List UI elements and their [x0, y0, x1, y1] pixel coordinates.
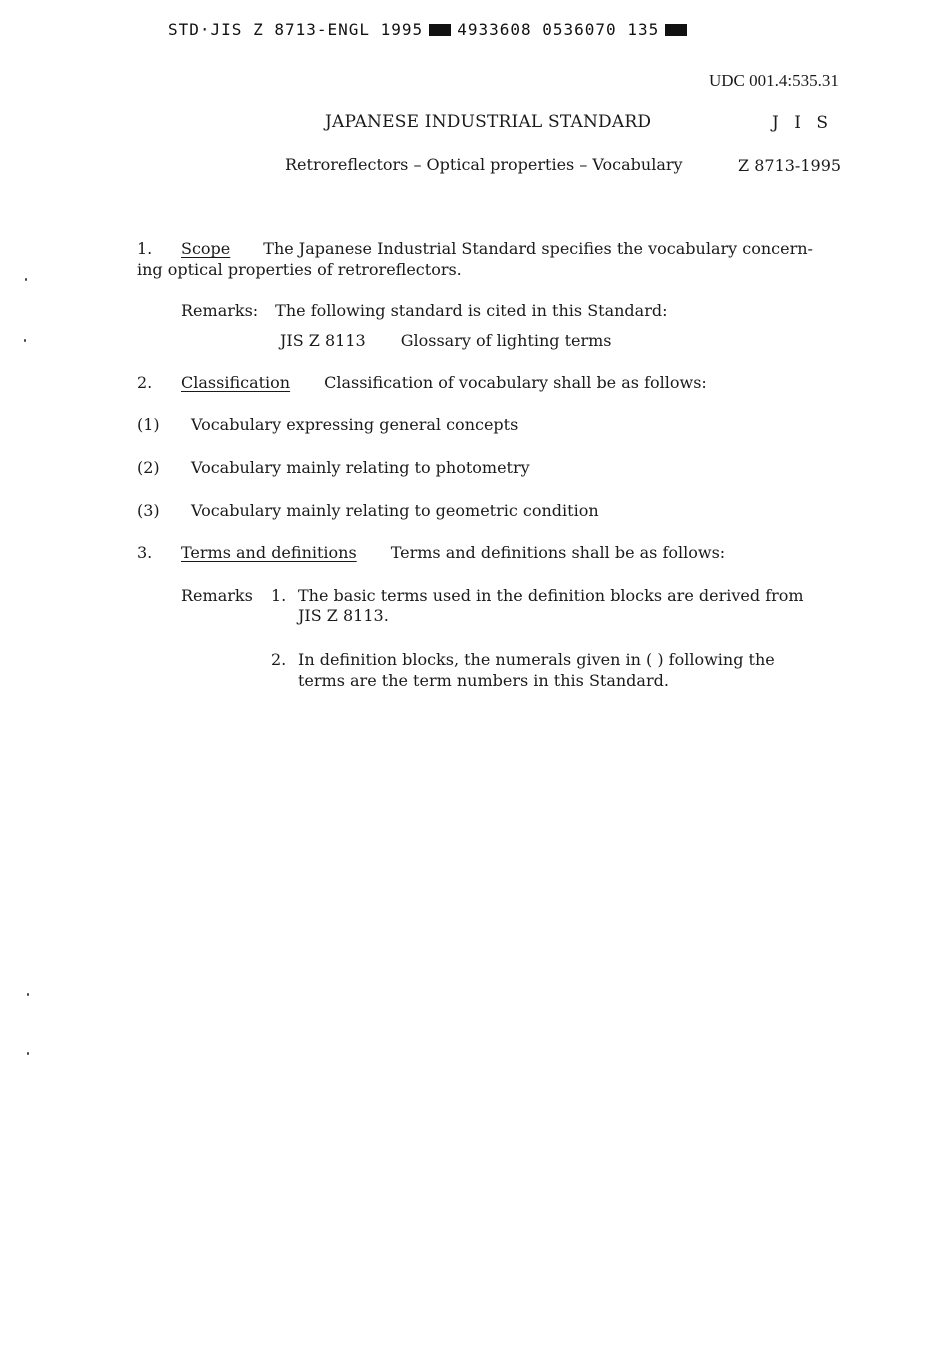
section-heading: Classification	[181, 373, 291, 392]
section-3-remark-1	[181, 586, 804, 605]
section-number: 2.	[137, 373, 153, 392]
remark-number: 1.	[271, 586, 287, 605]
document-code-part2: 4933608 0536070 135	[457, 20, 660, 39]
section-1-line-1	[137, 239, 813, 258]
scan-speck	[27, 1052, 29, 1055]
remarks-label: Remarks	[181, 586, 253, 605]
list-item-text: Vocabulary expressing general concepts	[191, 415, 519, 434]
list-item-number: (2)	[137, 458, 160, 477]
udc-number: UDC 001.4:535.31	[709, 71, 839, 90]
list-item-text: Vocabulary mainly relating to geometric condition	[191, 501, 599, 520]
jis-mark: J I S	[772, 113, 833, 133]
list-item	[137, 415, 518, 434]
remarks-label: Remarks:	[181, 301, 259, 320]
list-item-number: (1)	[137, 415, 160, 434]
black-bar-mark	[665, 24, 687, 36]
remarks-text: The following standard is cited in this Standard:	[275, 301, 668, 320]
remark-number: 2.	[271, 650, 287, 669]
section-3-remark-2	[271, 650, 775, 669]
remark-text-continued: JIS Z 8113.	[298, 606, 389, 625]
section-text: Terms and definitions shall be as follows:	[390, 543, 726, 562]
remark-text-continued: terms are the term numbers in this Standard.	[298, 671, 669, 690]
scan-speck	[27, 993, 29, 996]
section-2-heading-line	[137, 373, 707, 392]
section-3-heading-line	[137, 543, 725, 562]
document-code-part1: STD·JIS Z 8713-ENGL 1995	[168, 20, 424, 39]
list-item	[137, 458, 530, 477]
document-title: Retroreflectors – Optical properties – Vocabulary	[285, 155, 683, 174]
list-item-text: Vocabulary mainly relating to photometry	[191, 458, 530, 477]
section-text: Classification of vocabulary shall be as follows:	[324, 373, 707, 392]
scan-speck	[25, 278, 27, 281]
section-number: 3.	[137, 543, 153, 562]
section-text: The Japanese Industrial Standard specifies the vocabulary concern-	[263, 239, 813, 258]
remark-text: In definition blocks, the numerals given in ( ) following the	[298, 650, 775, 669]
cited-standard-code: JIS Z 8113	[280, 331, 366, 350]
section-number: 1.	[137, 239, 153, 258]
remark-text: The basic terms used in the definition blocks are derived from	[298, 586, 804, 605]
list-item-number: (3)	[137, 501, 160, 520]
standard-organization: JAPANESE INDUSTRIAL STANDARD	[325, 112, 652, 132]
section-1-remarks	[181, 301, 667, 320]
section-1-line-2: ing optical properties of retroreflectors.	[137, 260, 462, 279]
list-item	[137, 501, 599, 520]
document-code-line	[168, 20, 693, 39]
scan-speck	[24, 339, 26, 342]
section-heading: Scope	[181, 239, 231, 258]
standard-number: Z 8713-1995	[738, 156, 842, 175]
section-heading: Terms and definitions	[181, 543, 357, 562]
cited-standard	[280, 331, 612, 350]
black-bar-mark	[429, 24, 451, 36]
cited-standard-title: Glossary of lighting terms	[400, 331, 612, 350]
